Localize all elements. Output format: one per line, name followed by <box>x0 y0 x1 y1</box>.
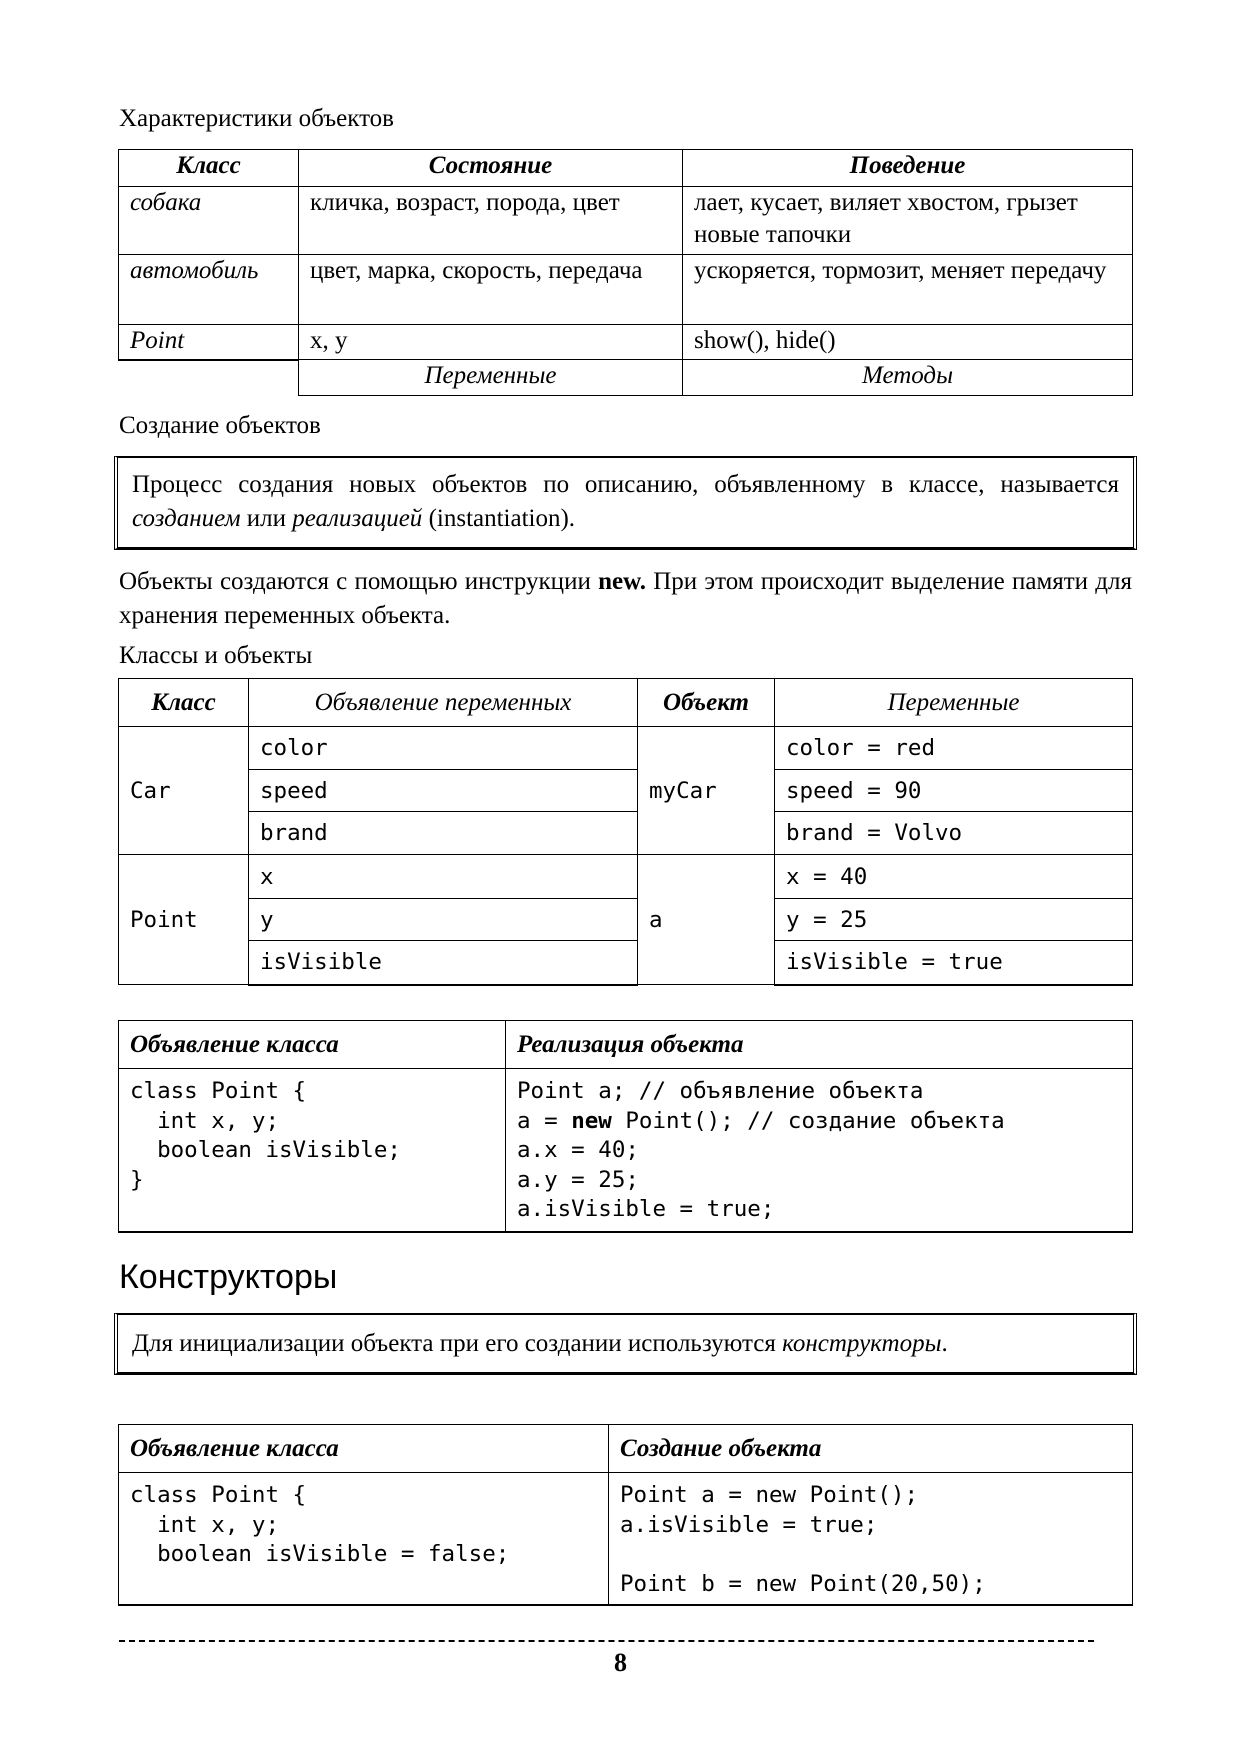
header-var-decl: Объявление переменных <box>249 679 638 727</box>
cell-behavior: лает, кусает, виляет хвостом, грызет новые тапочки <box>683 187 1133 255</box>
cell-state: цвет, марка, скорость, передача <box>299 255 683 325</box>
text: Для инициализации объекта при его создании используются <box>132 1330 783 1357</box>
footer-divider <box>119 1640 1094 1642</box>
header-state: Состояние <box>299 150 683 187</box>
cell-value: color = red <box>775 727 1133 770</box>
term: конструкторы <box>782 1330 942 1357</box>
cell-behavior: ускоряется, тормозит, меняет передачу <box>683 255 1133 325</box>
header-creation: Создание объекта <box>609 1425 1133 1473</box>
term: реализацией <box>292 505 423 532</box>
cell-value: brand = Volvo <box>775 812 1133 855</box>
text: или <box>240 505 293 532</box>
object-characteristics-table <box>118 149 1133 396</box>
table-row <box>119 855 1133 899</box>
table-row <box>119 899 1133 941</box>
cell-object: myCar <box>638 727 775 855</box>
keyword: new <box>571 1107 612 1134</box>
creation-code: Point a = new Point(); a.isVisible = true; Point b = new Point(20,50); <box>609 1473 1133 1605</box>
cell-var: brand <box>249 812 638 855</box>
constructor-table <box>118 1424 1133 1606</box>
text: Процесс создания новых объектов по описанию, объявленному в классе, называется <box>132 471 1119 498</box>
cell-class: Point <box>119 325 299 360</box>
code: Point(); // создание объекта <box>611 1107 1005 1134</box>
caption-object-characteristics: Характеристики объектов <box>119 105 394 132</box>
cell-object: a <box>638 855 775 985</box>
empty-cell <box>119 360 299 396</box>
table-row <box>119 727 1133 770</box>
code-lines: a.x = 40; a.y = 25; a.isVisible = true; <box>517 1137 775 1222</box>
text: При этом происходит выделение памяти для хранения переменных объекта. <box>119 568 1132 629</box>
cell-class: Car <box>119 727 249 855</box>
header-class: Класс <box>119 150 299 187</box>
cell-behavior: show(), hide() <box>683 325 1133 360</box>
header-behavior: Поведение <box>683 150 1133 187</box>
class-declaration-table <box>118 1020 1133 1233</box>
table-row <box>119 255 1133 325</box>
term: созданием <box>132 505 241 532</box>
classes-objects-table <box>118 678 1133 986</box>
footer-variables: Переменные <box>299 360 683 396</box>
text: Объекты создаются с помощью инструкции <box>119 568 599 595</box>
class-code: class Point { int x, y; boolean isVisible; } <box>119 1069 506 1232</box>
caption-object-creation: Создание объектов <box>119 412 321 439</box>
class-code: class Point { int x, y; boolean isVisible = false; <box>119 1473 609 1605</box>
code: a = <box>517 1107 572 1134</box>
table-row <box>119 770 1133 812</box>
cell-var: y <box>249 899 638 941</box>
table-row <box>119 941 1133 985</box>
cell-var: x <box>249 855 638 899</box>
table-row <box>119 812 1133 855</box>
cell-state: кличка, возраст, порода, цвет <box>299 187 683 255</box>
cell-class: Point <box>119 855 249 985</box>
page-number: 8 <box>614 1648 627 1677</box>
code-line: Point a; // объявление объекта <box>517 1078 924 1104</box>
cell-value: y = 25 <box>775 899 1133 941</box>
header-class-decl: Объявление класса <box>119 1425 609 1473</box>
table-row <box>119 187 1133 255</box>
keyword: new. <box>598 568 646 595</box>
header-impl: Реализация объекта <box>506 1021 1133 1069</box>
header-object: Объект <box>638 679 775 727</box>
cell-class: собака <box>119 187 299 255</box>
cell-class: автомобиль <box>119 255 299 325</box>
header-class: Класс <box>119 679 249 727</box>
cell-value: x = 40 <box>775 855 1133 899</box>
text: (instantiation). <box>422 505 576 532</box>
impl-code <box>506 1069 1133 1232</box>
cell-var: speed <box>249 770 638 812</box>
cell-value: isVisible = true <box>775 941 1133 985</box>
header-class-decl: Объявление класса <box>119 1021 506 1069</box>
heading-constructors: Конструкторы <box>119 1258 338 1296</box>
definition-box <box>114 456 1137 550</box>
cell-var: isVisible <box>249 941 638 985</box>
footer-methods: Методы <box>683 360 1133 396</box>
caption-classes-objects: Классы и объекты <box>119 642 313 669</box>
cell-state: x, y <box>299 325 683 360</box>
cell-var: color <box>249 727 638 770</box>
text: . <box>941 1330 948 1357</box>
constructor-definition-box <box>114 1313 1137 1375</box>
new-paragraph <box>119 565 1132 633</box>
table-row <box>119 325 1133 360</box>
cell-value: speed = 90 <box>775 770 1133 812</box>
header-variables: Переменные <box>775 679 1133 727</box>
